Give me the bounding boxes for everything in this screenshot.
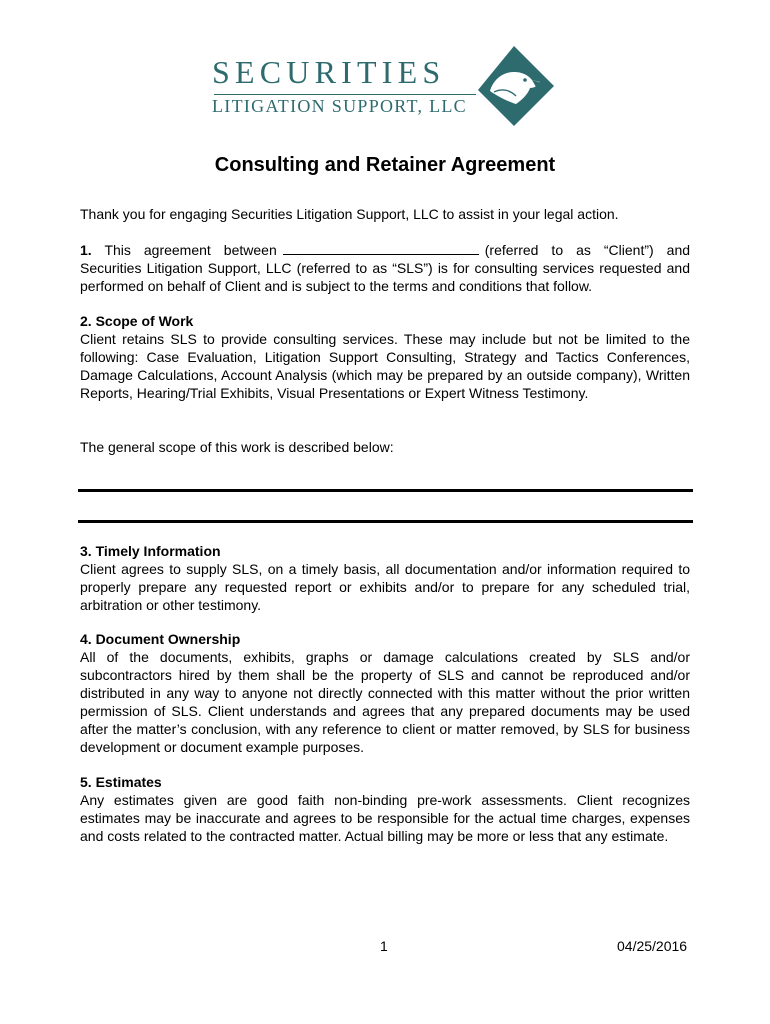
section-4-heading: 4. Document Ownership <box>80 631 241 647</box>
intro-paragraph: Thank you for engaging Securities Litigation Support, LLC to assist in your legal action. <box>80 206 619 222</box>
section-1-number: 1. <box>80 242 92 258</box>
section-4-body: All of the documents, exhibits, graphs or damage calculations created by SLS and/or subcontractors hired by them shall be the property of SLS and cannot be reproduced and/or distributed in any way to anyone not directly connected with this matter without the prior written permission of SLS. Client understands and agrees that any prepared documents may be used after the matter’s conclusion, with any reference to client or matter removed, by SLS for business development or document example purposes. <box>80 649 690 755</box>
section-5-heading: 5. Estimates <box>80 774 162 790</box>
section-2-body: Client retains SLS to provide consulting services. These may include but not be limited to the following: Case Evaluation, Litigation Support Consulting, Strategy and Tactics Conferences, Damage Calculations, Account Analysis (which may be prepared by an outside company), Written Reports, Hearing/Trial Exhibits, Visual Presentations or Expert Witness Testimony. <box>80 331 690 401</box>
eagle-diamond-icon <box>478 44 568 128</box>
section-1-text-before: This agreement between <box>104 242 277 258</box>
section-2 <box>80 312 690 402</box>
logo-name: SECURITIES <box>212 54 446 90</box>
section-2-heading: 2. Scope of Work <box>80 313 194 329</box>
logo-subtitle: LITIGATION SUPPORT, LLC <box>212 96 467 116</box>
scope-line-2[interactable] <box>78 520 693 523</box>
scope-label: The general scope of this work is described below: <box>80 439 394 455</box>
scope-line-1[interactable] <box>78 489 693 492</box>
section-1-text-after: (referred to as “Client”) and Securities Litigation Support, LLC (referred to as “SLS”) is for consulting services requested and performed on behalf of Client and is subject to the terms and conditions that follow. <box>80 242 691 294</box>
section-3 <box>80 542 690 614</box>
section-3-body: Client agrees to supply SLS, on a timely basis, all documentation and/or information required to properly prepare any requested report or exhibits and/or to prepare for any scheduled trial, arbitration or other testimony. <box>80 561 690 613</box>
document-date: 04/25/2016 <box>617 938 688 954</box>
section-1 <box>80 241 690 295</box>
logo-divider <box>214 94 476 95</box>
section-5-body: Any estimates given are good faith non-binding pre-work assessments. Client recognizes estimates may be inaccurate and agrees to be responsible for the actual time charges, expenses and costs related to the contracted matter. Actual billing may be more or less that any estimate. <box>80 792 690 844</box>
section-3-heading: 3. Timely Information <box>80 543 221 559</box>
section-4 <box>80 630 690 756</box>
page-title: Consulting and Retainer Agreement <box>214 154 556 176</box>
client-name-blank[interactable] <box>283 241 479 255</box>
company-logo <box>210 44 570 128</box>
section-5 <box>80 773 690 845</box>
page-number: 1 <box>380 938 388 954</box>
